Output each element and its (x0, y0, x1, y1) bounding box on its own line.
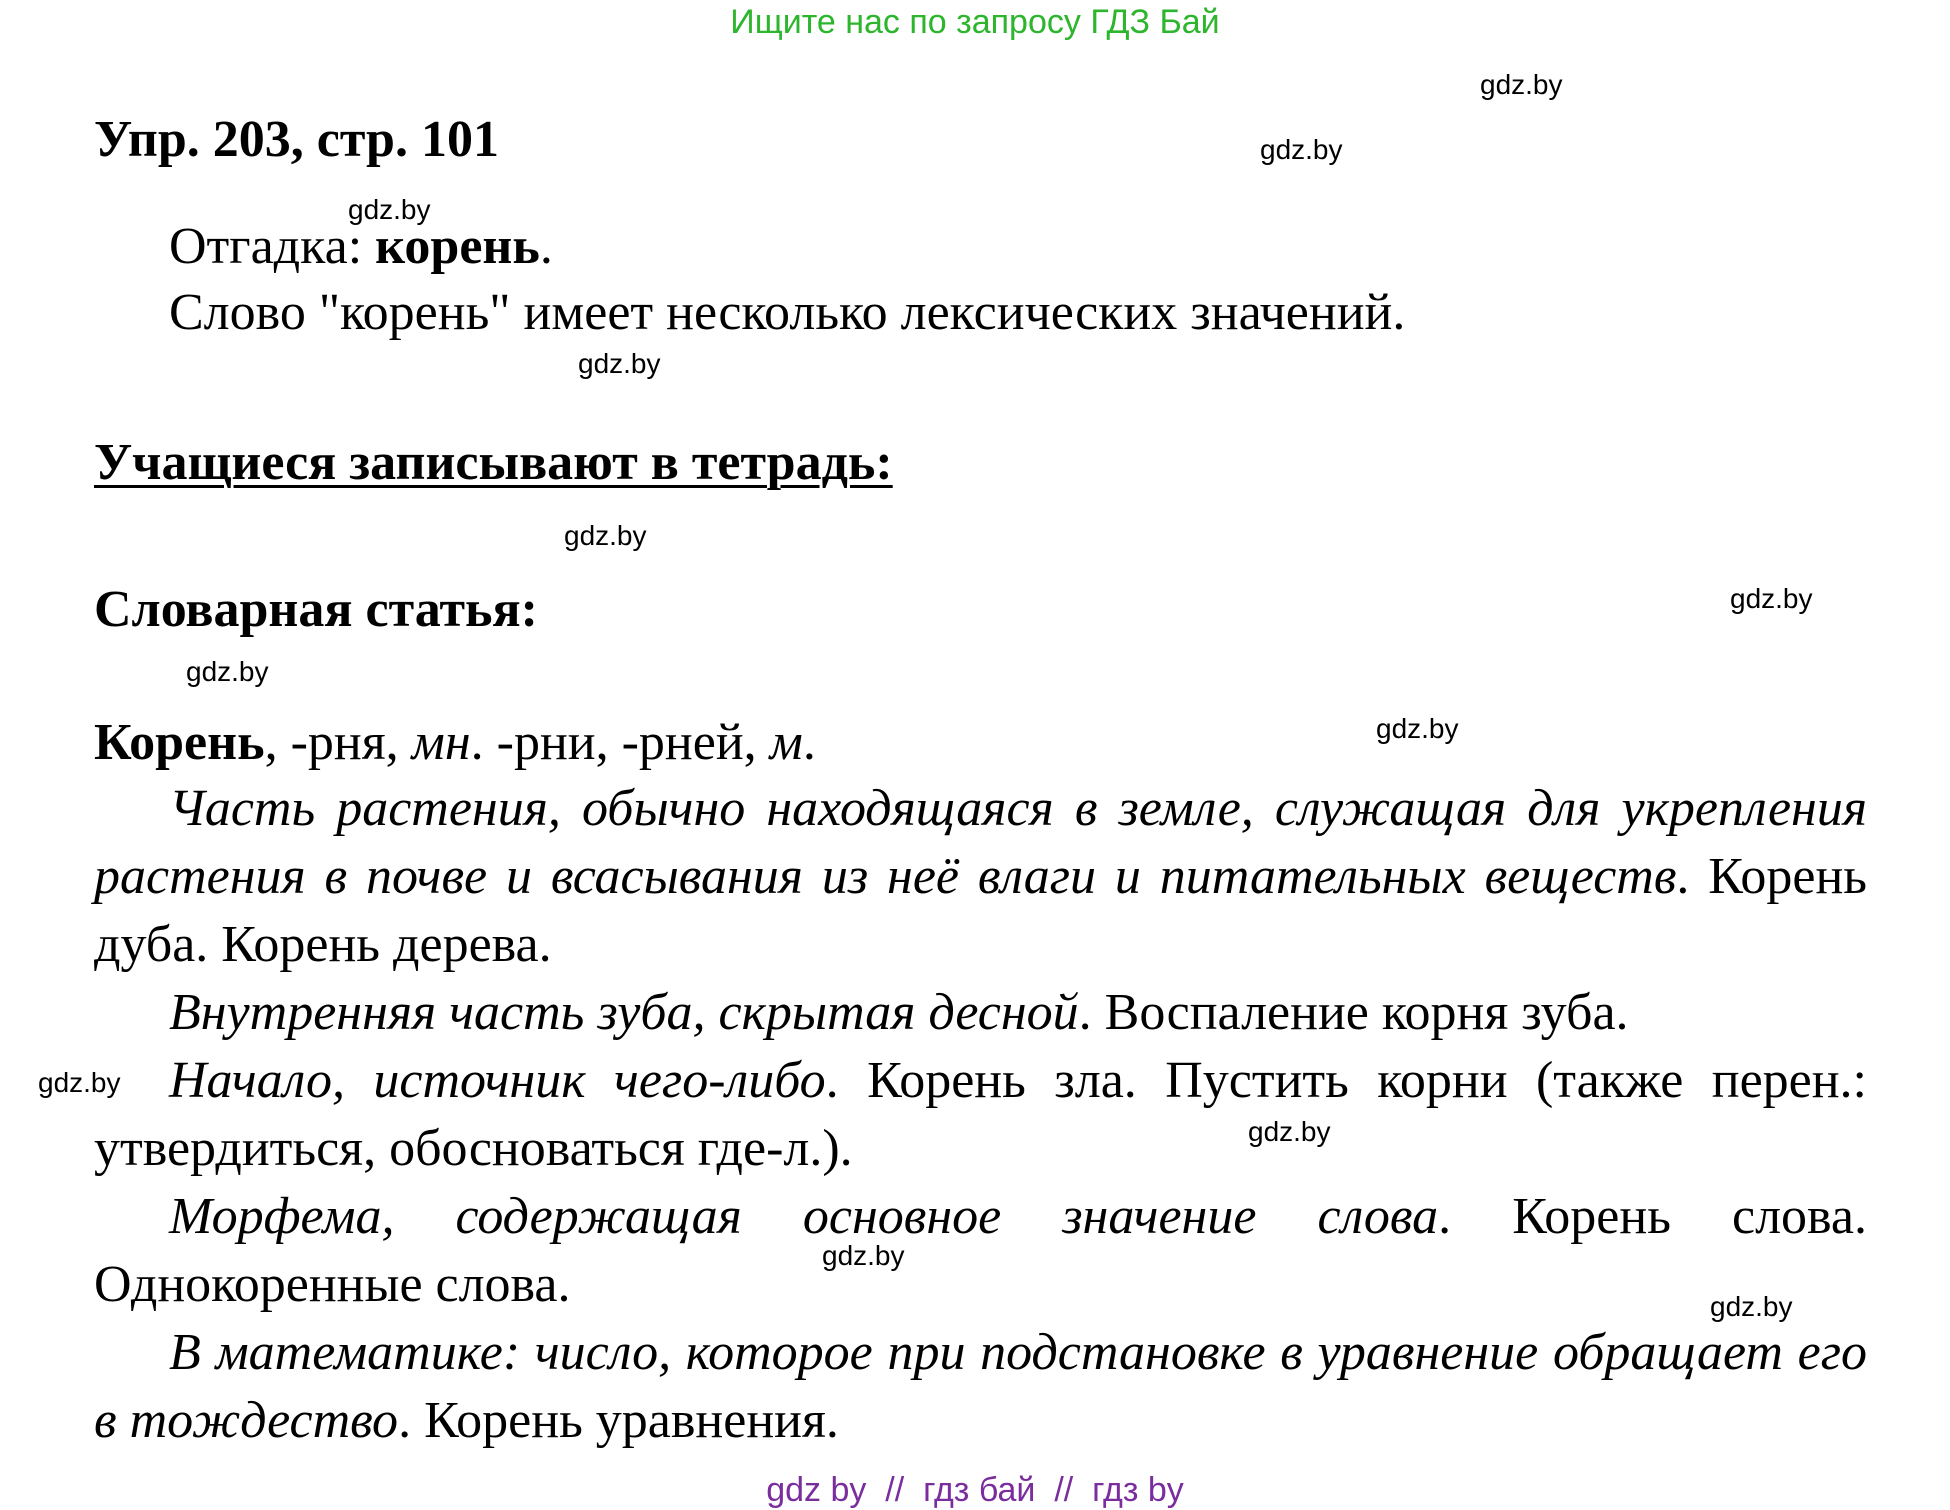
meaning-definition: Начало, источник чего-либо (169, 1052, 826, 1109)
watermark: gdz.by (38, 1067, 121, 1098)
entry-headword: Корень (94, 714, 265, 771)
meaning-examples: . Корень уравнения. (398, 1392, 839, 1449)
meaning-examples: . Корень дуба. Корень дерева. (94, 848, 1867, 973)
answer-end: . (539, 218, 553, 275)
entry-abbr-plural: мн (411, 714, 471, 771)
meaning-5 (94, 1319, 1867, 1455)
watermark: gdz.by (564, 520, 647, 551)
entry-abbr-gender: м (769, 714, 803, 771)
watermark: gdz.by (578, 348, 661, 379)
watermark: gdz.by (822, 1240, 905, 1271)
entry-forms-2: . -рни, -рней, (470, 714, 770, 771)
meaning-definition: Часть растения, обычно находящаяся в земле, служащая для укрепления растения в почве и всасывания из неё влаги и питательных веществ (94, 780, 1867, 905)
meaning-1 (94, 775, 1867, 979)
watermark: gdz.by (348, 194, 431, 225)
meaning-3 (94, 1047, 1867, 1183)
watermark: gdz.by (1730, 583, 1813, 614)
students-heading: Учащиеся записывают в тетрадь: (94, 434, 893, 491)
watermark: gdz.by (186, 656, 269, 687)
answer-label: Отгадка: (169, 218, 363, 275)
meaning-definition: В математике: число, которое при подстановке в уравнение обращает его в тождество (94, 1324, 1867, 1449)
answer-line (169, 217, 553, 277)
watermark: gdz.by (1710, 1291, 1793, 1322)
meaning-4 (94, 1183, 1867, 1319)
watermark: gdz.by (1260, 134, 1343, 165)
entry-headline (94, 713, 816, 773)
watermark: gdz.by (1248, 1116, 1331, 1147)
watermark: gdz.by (1376, 713, 1459, 744)
top-banner[interactable]: Ищите нас по запросу ГДЗ Бай (730, 3, 1220, 41)
entry-forms-end: . (802, 714, 816, 771)
meaning-examples: . Корень слова. Однокоренные слова. (94, 1188, 1867, 1313)
watermark: gdz.by (1480, 69, 1563, 100)
meaning-definition: Внутренняя часть зуба, скрытая десной (169, 984, 1079, 1041)
sentence-line: Слово "корень" имеет несколько лексических значений. (169, 284, 1406, 341)
entry-forms-1: , -рня, (264, 714, 412, 771)
meaning-2 (94, 979, 1867, 1047)
exercise-title: Упр. 203, стр. 101 (94, 111, 499, 168)
dictionary-heading: Словарная статья: (94, 581, 538, 638)
meaning-examples: . Воспаление корня зуба. (1078, 984, 1629, 1041)
meaning-examples: . Корень зла. Пустить корни (также перен.: утвердиться, обосноваться где-л.). (94, 1052, 1867, 1177)
footer-links[interactable]: gdz by // гдз бай // гдз by (766, 1471, 1184, 1509)
answer-word: корень (375, 218, 540, 275)
meaning-definition: Морфема, содержащая основное значение слова (169, 1188, 1439, 1245)
